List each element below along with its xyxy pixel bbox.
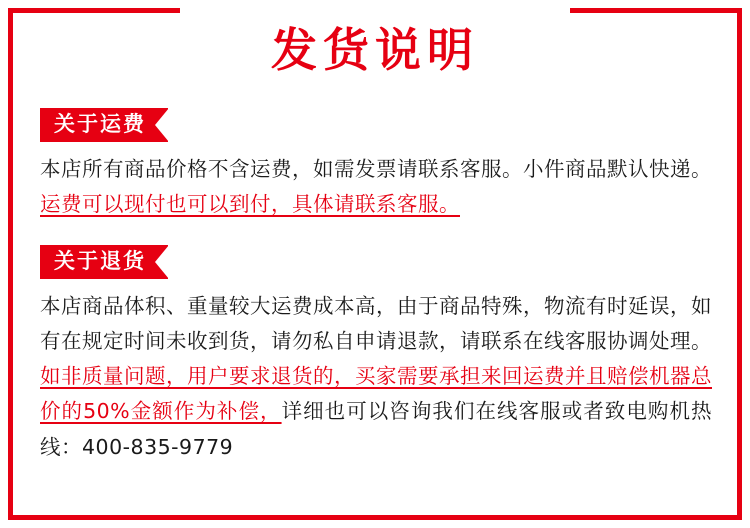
section-shipping-fee-body — [40, 152, 712, 223]
returns-text-plain-2: 详细也可以咨询我们在线客服或者致电购机热线：400-835-9779 — [40, 399, 712, 459]
returns-text-plain-1: 本店商品体积、重量较大运费成本高，由于商品特殊，物流有时延误，如有在规定时间未收到货，请勿私自申请退款，请联系在线客服协调处理。 — [40, 293, 712, 353]
section-returns-body — [40, 289, 712, 465]
section-shipping-fee — [40, 108, 712, 223]
shipping-text-plain: 本店所有商品价格不含运费，如需发票请联系客服。小件商品默认快递。 — [40, 157, 712, 182]
section-returns — [40, 245, 712, 465]
section-returns-heading: 关于退货 — [40, 245, 168, 279]
section-shipping-fee-heading: 关于运费 — [40, 108, 168, 142]
returns-text-highlight: 如非质量问题，用户要求退货的，买家需要承担来回运费并且赔偿机器总价的50%金额作为补偿， — [40, 364, 712, 424]
shipping-text-highlight: 运费可以现付也可以到付，具体请联系客服。 — [40, 192, 460, 217]
page-title: 发货说明 — [271, 23, 479, 77]
notice-content — [40, 108, 712, 473]
